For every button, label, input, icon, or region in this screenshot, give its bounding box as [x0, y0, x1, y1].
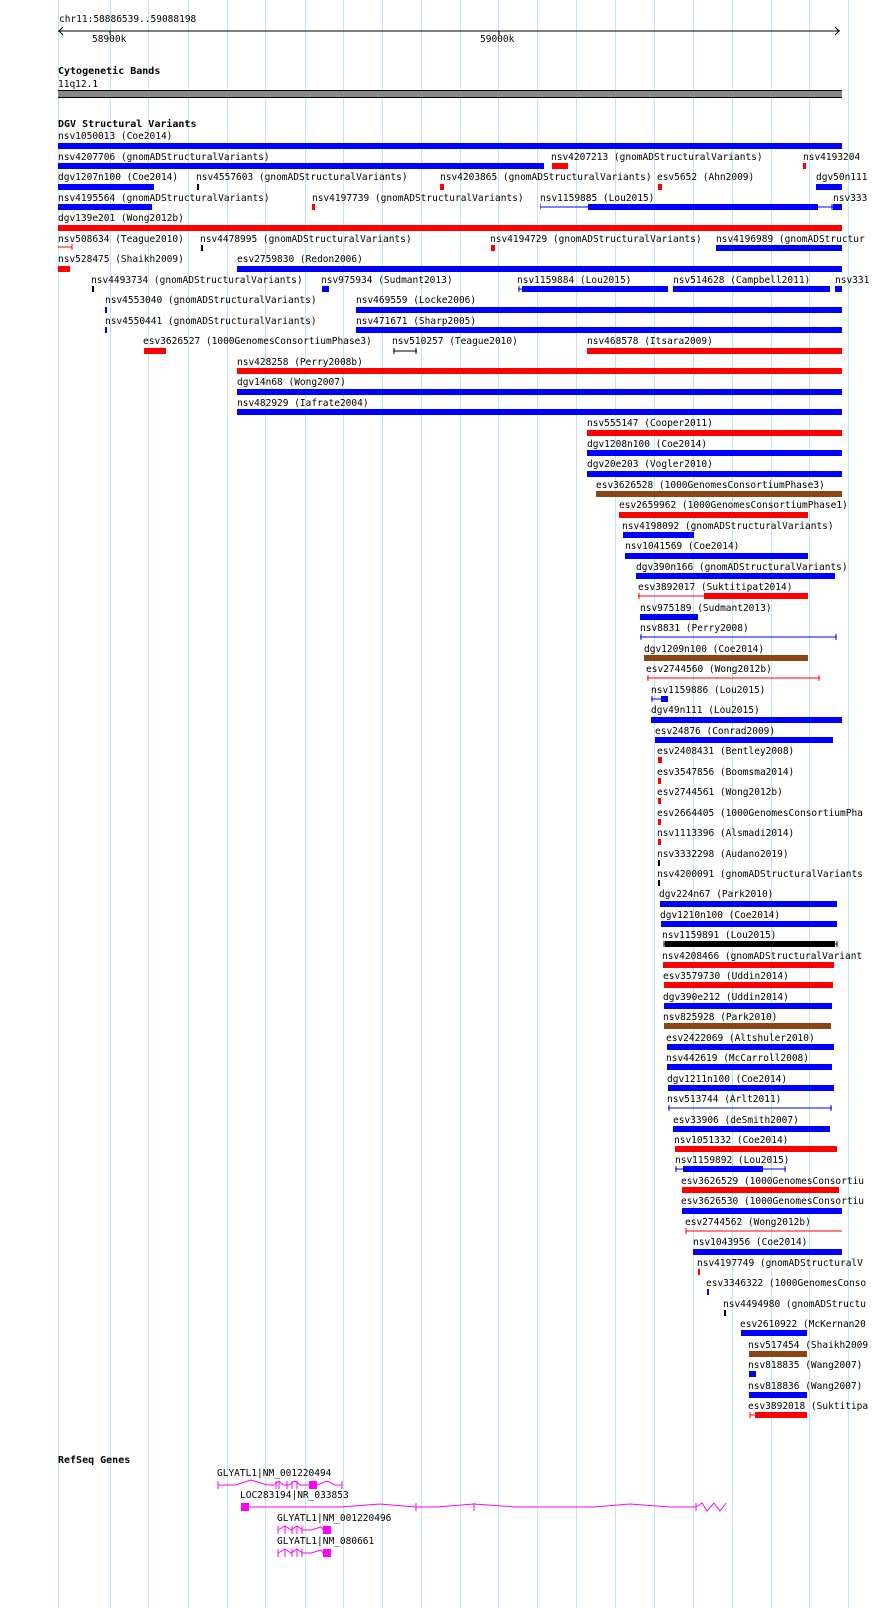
- variant-label[interactable]: nsv1050013 (Coe2014): [58, 131, 173, 142]
- variant-bar[interactable]: [587, 471, 842, 477]
- track-title-refseq: RefSeq Genes: [58, 1455, 131, 1466]
- variant-label[interactable]: nsv510257 (Teague2010): [392, 336, 518, 347]
- variant-label[interactable]: esv3626528 (1000GenomesConsortiumPhase3): [596, 480, 825, 491]
- variant-bar[interactable]: [619, 512, 808, 518]
- variant-bar[interactable]: [647, 673, 823, 683]
- variant-bar[interactable]: [835, 286, 842, 292]
- variant-bar[interactable]: [322, 286, 329, 292]
- variant-label[interactable]: esv2744561 (Wong2012b): [657, 787, 783, 798]
- ruler-scale[interactable]: [58, 25, 842, 41]
- variant-label[interactable]: nsv482929 (Iafrate2004): [237, 398, 369, 409]
- variant-bar[interactable]: [682, 1208, 842, 1214]
- gene-model[interactable]: [277, 1546, 343, 1560]
- variant-bar[interactable]: [440, 184, 444, 190]
- variant-label[interactable]: nsv333: [833, 193, 868, 204]
- variant-bar[interactable]: [587, 450, 842, 456]
- variant-label[interactable]: nsv1159886 (Lou2015): [651, 685, 766, 696]
- variant-label[interactable]: dgv390n166 (gnomADStructuralVariants): [636, 562, 848, 573]
- variant-bar[interactable]: [640, 614, 698, 620]
- variant-bar[interactable]: [636, 573, 835, 579]
- variant-bar[interactable]: [651, 717, 842, 723]
- variant-label[interactable]: dgv49n111 (Lou2015): [651, 705, 760, 716]
- variant-label[interactable]: esv3626529 (1000GenomesConsortiu: [681, 1176, 865, 1187]
- variant-label[interactable]: nsv4200091 (gnomADStructuralVariants: [657, 869, 863, 880]
- variant-label[interactable]: nsv8831 (Perry2008): [640, 623, 749, 634]
- variant-bar[interactable]: [724, 1310, 726, 1316]
- variant-label[interactable]: nsv428258 (Perry2008b): [237, 357, 363, 368]
- variant-bar[interactable]: [685, 1226, 843, 1236]
- variant-label[interactable]: nsv975189 (Sudmant2013): [640, 603, 772, 614]
- variant-bar[interactable]: [640, 632, 840, 642]
- variant-bar[interactable]: [587, 348, 842, 354]
- gene-model[interactable]: [277, 1523, 343, 1537]
- variant-label[interactable]: dgv390e212 (Uddin2014): [663, 992, 789, 1003]
- variant-label[interactable]: nsv513744 (Arlt2011): [667, 1094, 782, 1105]
- variant-bar[interactable]: [237, 368, 842, 374]
- variant-bar[interactable]: [673, 1126, 830, 1132]
- variant-label[interactable]: nsv4197749 (gnomADStructuralV: [697, 1258, 863, 1269]
- variant-label[interactable]: nsv1159891 (Lou2015): [662, 930, 777, 941]
- variant-label[interactable]: dgv139e201 (Wong2012b): [58, 213, 184, 224]
- variant-label[interactable]: esv3626527 (1000GenomesConsortiumPhase3): [143, 336, 372, 347]
- variant-bar[interactable]: [658, 839, 661, 845]
- variant-label[interactable]: nsv825928 (Park2010): [663, 1012, 778, 1023]
- variant-label[interactable]: nsv555147 (Cooper2011): [587, 418, 713, 429]
- variant-bar[interactable]: [491, 245, 495, 251]
- variant-label[interactable]: nsv4195564 (gnomADStructuralVariants): [58, 193, 270, 204]
- variant-bar[interactable]: [540, 202, 840, 212]
- variant-bar[interactable]: [658, 819, 661, 825]
- variant-label[interactable]: esv2422069 (Altshuler2010): [666, 1033, 815, 1044]
- variant-label[interactable]: nsv468578 (Itsara2009): [587, 336, 713, 347]
- variant-label[interactable]: nsv1159884 (Lou2015): [517, 275, 632, 286]
- variant-bar[interactable]: [663, 962, 834, 968]
- variant-label[interactable]: esv2408431 (Bentley2008): [657, 746, 795, 757]
- variant-bar[interactable]: [237, 409, 842, 415]
- variant-label[interactable]: dgv224n67 (Park2010): [659, 889, 774, 900]
- variant-bar[interactable]: [312, 204, 315, 210]
- variant-label[interactable]: nsv4193204: [803, 152, 861, 163]
- variant-label[interactable]: nsv1043956 (Coe2014): [693, 1237, 808, 1248]
- variant-bar[interactable]: [356, 307, 842, 313]
- variant-label[interactable]: nsv517454 (Shaikh2009: [748, 1340, 869, 1351]
- variant-bar[interactable]: [658, 184, 662, 190]
- variant-bar[interactable]: [803, 163, 806, 169]
- variant-label[interactable]: nsv975934 (Sudmant2013): [321, 275, 453, 286]
- variant-label[interactable]: nsv1159885 (Lou2015): [540, 193, 655, 204]
- variant-bar[interactable]: [833, 204, 842, 210]
- variant-bar[interactable]: [749, 1392, 807, 1398]
- variant-label[interactable]: dgv20e203 (Vogler2010): [587, 459, 713, 470]
- variant-bar[interactable]: [655, 737, 833, 743]
- variant-label[interactable]: nsv4208466 (gnomADStructuralVariant: [662, 951, 863, 962]
- variant-label[interactable]: dgv1209n100 (Coe2014): [644, 644, 765, 655]
- variant-bar[interactable]: [668, 1085, 834, 1091]
- variant-bar[interactable]: [664, 982, 833, 988]
- variant-bar[interactable]: [741, 1330, 807, 1336]
- variant-bar[interactable]: [749, 1351, 807, 1357]
- variant-bar[interactable]: [698, 1269, 700, 1275]
- variant-bar[interactable]: [660, 901, 837, 907]
- variant-label[interactable]: esv2610922 (McKernan20: [740, 1319, 866, 1330]
- variant-label[interactable]: dgv50n111: [816, 172, 868, 183]
- variant-bar[interactable]: [58, 184, 154, 190]
- variant-label[interactable]: nsv4553040 (gnomADStructuralVariants): [105, 295, 317, 306]
- variant-bar[interactable]: [144, 348, 166, 354]
- variant-bar[interactable]: [58, 204, 152, 210]
- cytoband-ideogram[interactable]: [58, 90, 842, 98]
- variant-label[interactable]: esv3547856 (Boomsma2014): [657, 767, 795, 778]
- variant-bar[interactable]: [658, 880, 660, 886]
- variant-label[interactable]: nsv471671 (Sharp2005): [356, 316, 477, 327]
- variant-bar[interactable]: [816, 184, 842, 190]
- variant-bar[interactable]: [716, 245, 842, 251]
- variant-label[interactable]: nsv331: [835, 275, 870, 286]
- variant-bar[interactable]: [596, 491, 842, 497]
- variant-bar[interactable]: [105, 307, 107, 313]
- ruler-range-label: chr11:58886539..59088198: [59, 14, 197, 25]
- variant-label[interactable]: nsv1041569 (Coe2014): [625, 541, 740, 552]
- variant-label[interactable]: dgv1210n100 (Coe2014): [660, 910, 781, 921]
- variant-bar[interactable]: [664, 1023, 831, 1029]
- variant-bar[interactable]: [661, 921, 837, 927]
- variant-bar[interactable]: [664, 1003, 832, 1009]
- variant-bar[interactable]: [658, 778, 661, 784]
- variant-bar[interactable]: [667, 1044, 834, 1050]
- gene-label[interactable]: GLYATL1|NM_001220494: [217, 1468, 332, 1479]
- variant-bar[interactable]: [393, 346, 419, 356]
- gene-label[interactable]: LOC283194|NR_033853: [240, 1490, 349, 1501]
- variant-label[interactable]: nsv4207706 (gnomADStructuralVariants): [58, 152, 270, 163]
- variant-bar[interactable]: [356, 327, 842, 333]
- variant-label[interactable]: nsv1113396 (Alsmadi2014): [657, 828, 795, 839]
- variant-label[interactable]: esv2744562 (Wong2012b): [685, 1217, 811, 1228]
- grid-line: [188, 0, 189, 1608]
- variant-bar[interactable]: [673, 286, 830, 292]
- variant-label[interactable]: nsv528475 (Shaikh2009): [58, 254, 184, 265]
- variant-bar[interactable]: [623, 532, 694, 538]
- variant-bar[interactable]: [658, 757, 662, 763]
- variant-bar[interactable]: [638, 591, 810, 601]
- variant-bar[interactable]: [749, 1410, 809, 1420]
- variant-label[interactable]: esv3579730 (Uddin2014): [663, 971, 789, 982]
- variant-label[interactable]: esv3626530 (1000GenomesConsortiu: [681, 1196, 865, 1207]
- gene-label[interactable]: GLYATL1|NM_001220496: [277, 1513, 392, 1524]
- variant-bar[interactable]: [625, 553, 808, 559]
- variant-label[interactable]: nsv4557603 (gnomADStructuralVariants): [196, 172, 408, 183]
- ruler-tick-label: 58900k: [92, 34, 127, 45]
- variant-label[interactable]: nsv508634 (Teague2010): [58, 234, 184, 245]
- variant-label[interactable]: nsv1051332 (Coe2014): [674, 1135, 789, 1146]
- variant-bar[interactable]: [201, 245, 203, 251]
- variant-label[interactable]: nsv3332298 (Audano2019): [657, 849, 789, 860]
- variant-label[interactable]: nsv4197739 (gnomADStructuralVariants): [312, 193, 524, 204]
- gene-label[interactable]: GLYATL1|NM_080661: [277, 1536, 375, 1547]
- variant-bar[interactable]: [658, 860, 660, 866]
- variant-bar[interactable]: [749, 1371, 756, 1377]
- variant-label[interactable]: nsv4478995 (gnomADStructuralVariants): [200, 234, 412, 245]
- variant-bar[interactable]: [237, 266, 842, 272]
- variant-label[interactable]: esv24876 (Conrad2009): [655, 726, 776, 737]
- variant-label[interactable]: nsv4198092 (gnomADStructuralVariants): [622, 521, 834, 532]
- variant-label[interactable]: dgv1208n100 (Coe2014): [587, 439, 708, 450]
- variant-bar[interactable]: [552, 163, 568, 169]
- variant-label[interactable]: nsv442619 (McCarroll2008): [666, 1053, 809, 1064]
- variant-bar[interactable]: [58, 163, 544, 169]
- variant-label[interactable]: esv5652 (Ahn2009): [657, 172, 755, 183]
- variant-label[interactable]: nsv514628 (Campbell2011): [673, 275, 811, 286]
- variant-bar[interactable]: [675, 1164, 789, 1174]
- variant-label[interactable]: esv3892017 (Suktitipat2014): [638, 582, 793, 593]
- variant-bar[interactable]: [58, 243, 74, 251]
- variant-label[interactable]: esv2744560 (Wong2012b): [646, 664, 772, 675]
- variant-bar[interactable]: [651, 694, 671, 704]
- variant-label[interactable]: nsv4196989 (gnomADStructur: [716, 234, 865, 245]
- variant-bar[interactable]: [237, 389, 842, 395]
- variant-bar[interactable]: [518, 284, 670, 294]
- variant-bar[interactable]: [644, 655, 808, 661]
- variant-bar[interactable]: [58, 225, 842, 231]
- variant-label[interactable]: esv3346322 (1000GenomesConso: [706, 1278, 867, 1289]
- track-title-cytobands: Cytogenetic Bands: [58, 66, 161, 77]
- grid-line: [421, 0, 422, 1608]
- ruler-tick-label: 59000k: [480, 34, 515, 45]
- variant-bar[interactable]: [587, 430, 842, 436]
- variant-bar[interactable]: [58, 143, 842, 149]
- variant-bar[interactable]: [693, 1249, 842, 1255]
- variant-bar[interactable]: [197, 184, 199, 190]
- variant-label[interactable]: esv2664405 (1000GenomesConsortiumPha: [657, 808, 863, 819]
- variant-bar[interactable]: [663, 939, 839, 949]
- variant-label[interactable]: nsv4194729 (gnomADStructuralVariants): [490, 234, 702, 245]
- variant-bar[interactable]: [658, 798, 661, 804]
- variant-label[interactable]: dgv1211n100 (Coe2014): [667, 1074, 788, 1085]
- variant-bar[interactable]: [92, 286, 94, 292]
- variant-label[interactable]: esv3892018 (Suktitipa: [748, 1401, 869, 1412]
- variant-label[interactable]: nsv4493734 (gnomADStructuralVariants): [91, 275, 303, 286]
- variant-label[interactable]: esv2759830 (Redon2006): [237, 254, 363, 265]
- grid-line: [460, 0, 461, 1608]
- variant-bar[interactable]: [675, 1146, 837, 1152]
- variant-label[interactable]: nsv4203865 (gnomADStructuralVariants): [440, 172, 652, 183]
- variant-bar[interactable]: [668, 1103, 834, 1113]
- variant-label[interactable]: dgv1207n100 (Coe2014): [58, 172, 179, 183]
- variant-label[interactable]: nsv469559 (Locke2006): [356, 295, 477, 306]
- variant-label[interactable]: nsv818835 (Wang2007): [748, 1360, 863, 1371]
- variant-bar[interactable]: [667, 1064, 832, 1070]
- variant-bar[interactable]: [707, 1289, 709, 1295]
- variant-label[interactable]: esv2659962 (1000GenomesConsortiumPhase1): [619, 500, 848, 511]
- variant-label[interactable]: nsv4494980 (gnomADStructu: [723, 1299, 866, 1310]
- variant-label[interactable]: nsv818836 (Wang2007): [748, 1381, 863, 1392]
- variant-bar[interactable]: [682, 1187, 839, 1193]
- variant-bar[interactable]: [58, 266, 70, 272]
- gene-model[interactable]: [240, 1500, 730, 1514]
- variant-label[interactable]: dgv14n68 (Wong2007): [237, 377, 346, 388]
- variant-label[interactable]: nsv1159892 (Lou2015): [675, 1155, 790, 1166]
- cytoband-label: 11q12.1: [58, 79, 99, 90]
- variant-bar[interactable]: [105, 327, 107, 333]
- variant-label[interactable]: esv33906 (deSmith2007): [673, 1115, 799, 1126]
- track-title-dgv: DGV Structural Variants: [58, 119, 197, 130]
- variant-label[interactable]: nsv4550441 (gnomADStructuralVariants): [105, 316, 317, 327]
- variant-label[interactable]: nsv4207213 (gnomADStructuralVariants): [551, 152, 763, 163]
